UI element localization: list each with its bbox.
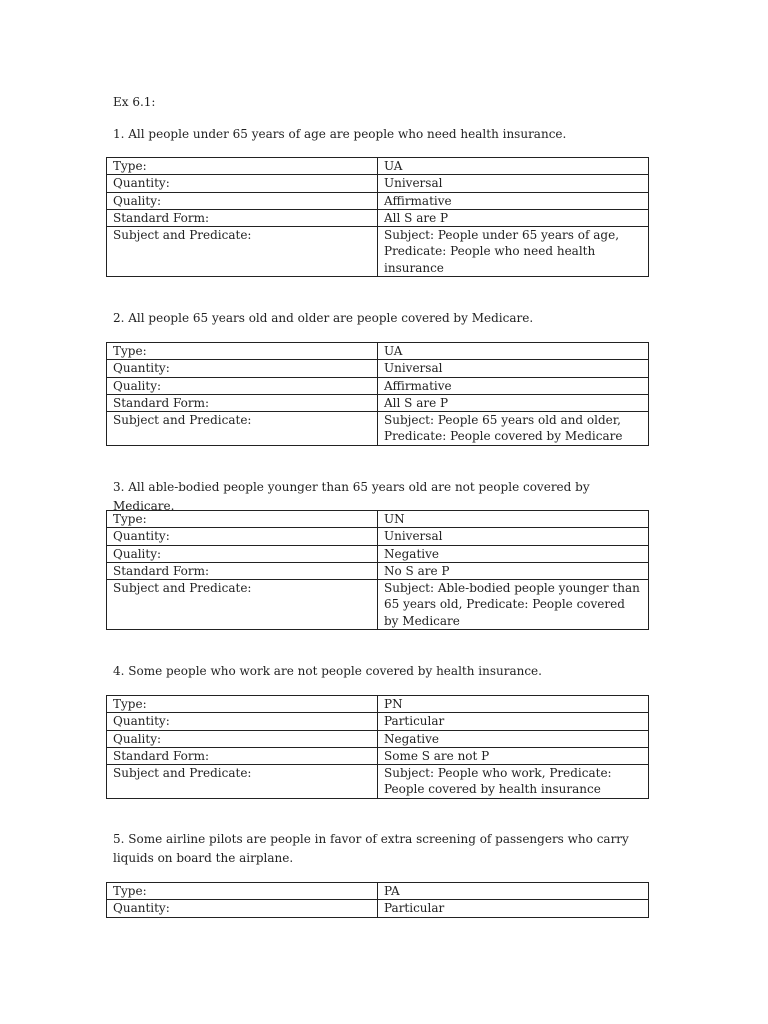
label-type: Type:: [107, 511, 378, 528]
value-type: UN: [378, 511, 649, 528]
value-subject-predicate: Subject: Able-bodied people younger than 65 years old, Predicate: People covered by Medicare: [378, 580, 649, 630]
table-row: [107, 580, 649, 630]
label-standard-form: Standard Form:: [107, 747, 378, 764]
value-type: PA: [378, 883, 649, 900]
label-quality: Quality:: [107, 192, 378, 209]
value-standard-form: Some S are not P: [378, 747, 649, 764]
value-type: UA: [378, 343, 649, 360]
label-quantity: Quantity:: [107, 900, 378, 917]
value-quality: Affirmative: [378, 377, 649, 394]
label-subject-predicate: Subject and Predicate:: [107, 412, 378, 446]
question-2: 2. All people 65 years old and older are people covered by Medicare.: [113, 311, 534, 325]
value-quantity: Particular: [378, 713, 649, 730]
value-type: UA: [378, 158, 649, 175]
table-row: [107, 562, 649, 579]
table-row: [107, 394, 649, 411]
table-row: [107, 209, 649, 226]
table-row: [107, 511, 649, 528]
table-row: [107, 412, 649, 446]
table-row: [107, 900, 649, 917]
label-subject-predicate: Subject and Predicate:: [107, 580, 378, 630]
table-row: [107, 360, 649, 377]
table-row: [107, 713, 649, 730]
value-standard-form: No S are P: [378, 562, 649, 579]
label-type: Type:: [107, 883, 378, 900]
value-quantity: Universal: [378, 360, 649, 377]
value-quality: Affirmative: [378, 192, 649, 209]
label-quantity: Quantity:: [107, 528, 378, 545]
table-row: [107, 528, 649, 545]
table-row: [107, 192, 649, 209]
label-quantity: Quantity:: [107, 175, 378, 192]
label-quantity: Quantity:: [107, 713, 378, 730]
table-row: [107, 883, 649, 900]
table-row: [107, 175, 649, 192]
label-type: Type:: [107, 343, 378, 360]
table-row: [107, 227, 649, 277]
table-row: [107, 747, 649, 764]
table-row: [107, 696, 649, 713]
table-row: [107, 343, 649, 360]
label-standard-form: Standard Form:: [107, 394, 378, 411]
label-quality: Quality:: [107, 545, 378, 562]
label-standard-form: Standard Form:: [107, 562, 378, 579]
question-1: 1. All people under 65 years of age are people who need health insurance.: [113, 127, 567, 141]
value-standard-form: All S are P: [378, 209, 649, 226]
value-quality: Negative: [378, 730, 649, 747]
question-5: 5. Some airline pilots are people in favor of extra screening of passengers who carry liquids on board the airplane.: [113, 832, 629, 865]
value-subject-predicate: Subject: People who work, Predicate: People covered by health insurance: [378, 765, 649, 799]
value-subject-predicate: Subject: People under 65 years of age, Predicate: People who need health insurance: [378, 227, 649, 277]
table-row: [107, 158, 649, 175]
value-quality: Negative: [378, 545, 649, 562]
value-quantity: Universal: [378, 175, 649, 192]
label-quantity: Quantity:: [107, 360, 378, 377]
answer-table-4: [106, 695, 649, 799]
value-quantity: Particular: [378, 900, 649, 917]
table-row: [107, 377, 649, 394]
label-subject-predicate: Subject and Predicate:: [107, 765, 378, 799]
answer-table-5: [106, 882, 649, 918]
value-subject-predicate: Subject: People 65 years old and older, Predicate: People covered by Medicare: [378, 412, 649, 446]
answer-table-1: [106, 157, 649, 277]
table-row: [107, 765, 649, 799]
value-quantity: Universal: [378, 528, 649, 545]
label-subject-predicate: Subject and Predicate:: [107, 227, 378, 277]
value-standard-form: All S are P: [378, 394, 649, 411]
answer-table-2: [106, 342, 649, 446]
label-quality: Quality:: [107, 377, 378, 394]
answer-table-3: [106, 510, 649, 630]
value-type: PN: [378, 696, 649, 713]
table-row: [107, 545, 649, 562]
label-standard-form: Standard Form:: [107, 209, 378, 226]
question-4: 4. Some people who work are not people covered by health insurance.: [113, 664, 542, 678]
exercise-heading: Ex 6.1:: [113, 95, 156, 109]
table-row: [107, 730, 649, 747]
label-quality: Quality:: [107, 730, 378, 747]
question-3: 3. All able-bodied people younger than 65 years old are not people covered by Medicare.: [113, 480, 590, 513]
label-type: Type:: [107, 696, 378, 713]
label-type: Type:: [107, 158, 378, 175]
